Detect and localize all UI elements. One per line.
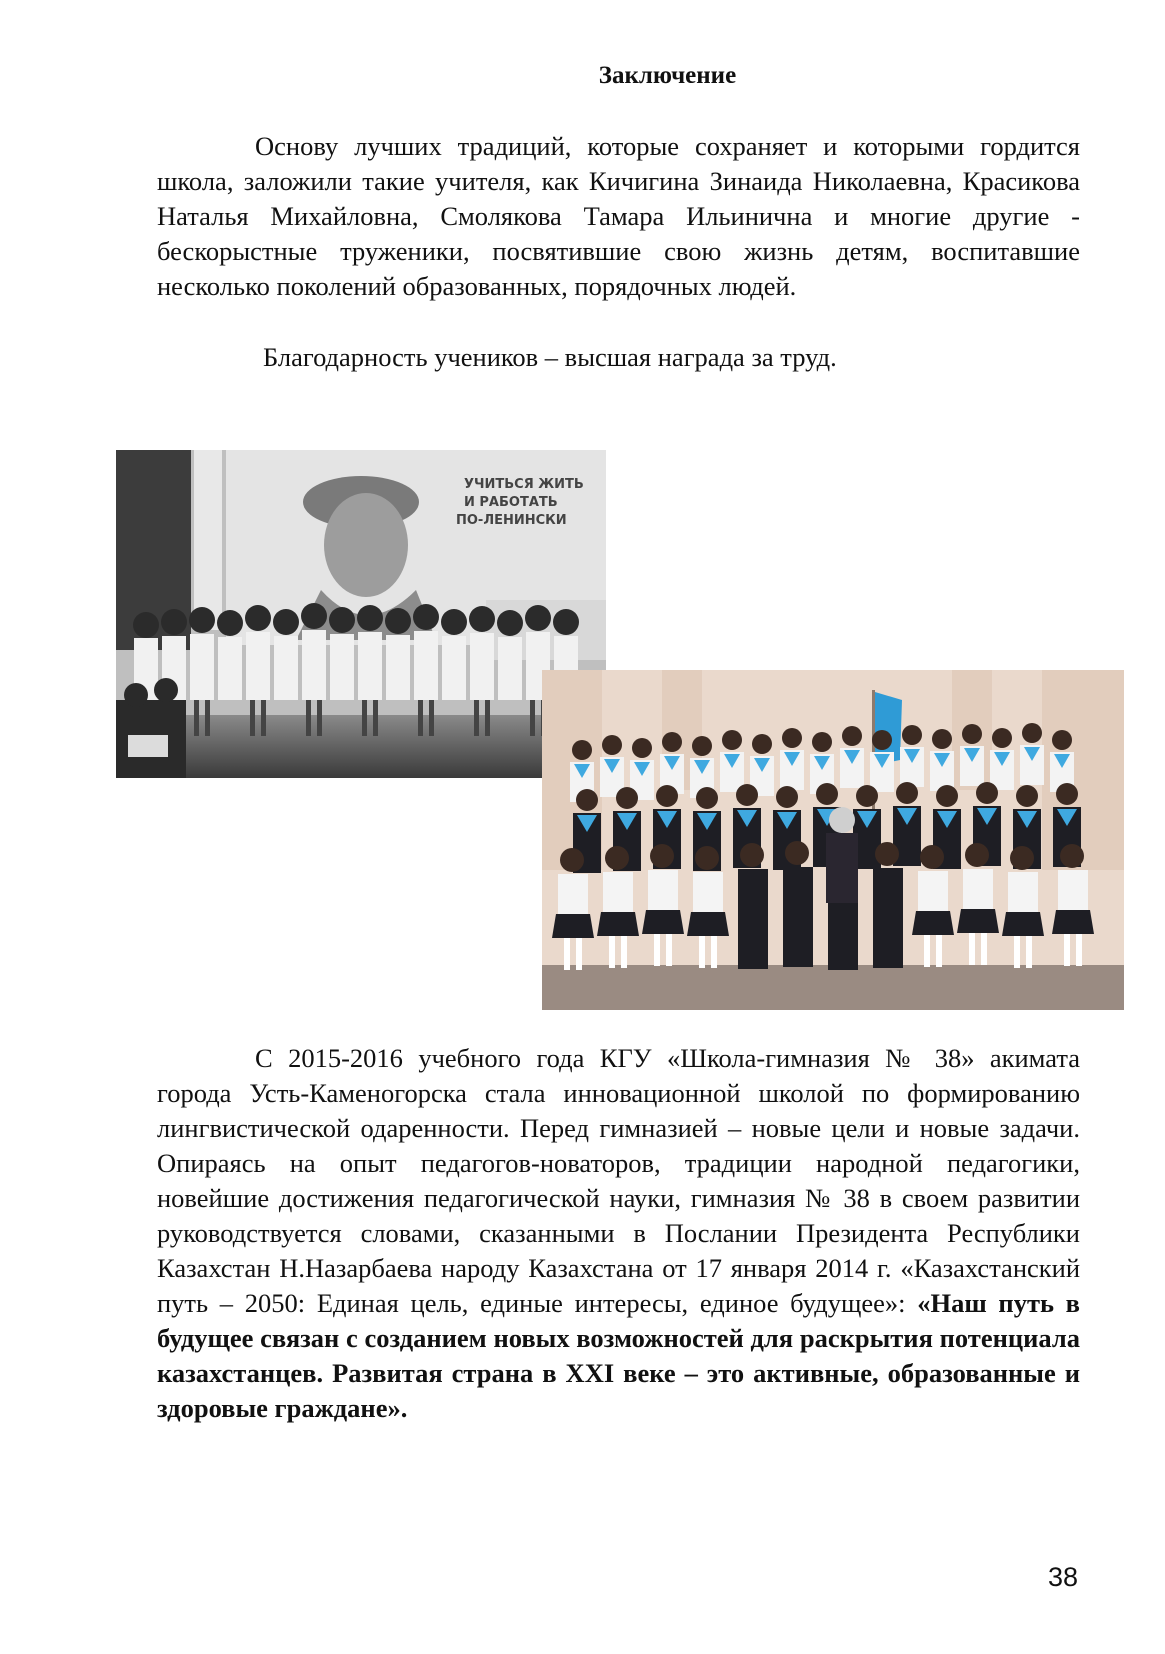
historic-photo-illustration (116, 450, 606, 778)
paragraph-innovation (157, 1041, 1080, 1426)
slogan-line-3: ПО-ЛЕНИНСКИ (456, 513, 567, 528)
slogan-line-1: УЧИТЬСЯ ЖИТЬ (464, 477, 584, 492)
historic-photo (116, 450, 606, 778)
paragraph-traditions (157, 129, 1080, 304)
paragraph-traditions-text: Основу лучших традиций, которые сохраняет и которыми гордится школа, заложили такие учителя, как Кичигина Зинаида Николаевна, Красикова Наталья Михайловна, Смолякова Тамара Ильинична и многие другие - бескорыстные труженики, посвятившие свою жизнь детям, воспитавшие несколько поколений образованных, порядочных людей. (157, 131, 1080, 301)
paragraph-innovation-quote: «Наш путь в будущее связан с созданием новых возможностей для раскрытия потенциала казахстанцев. Развитая страна в XXI веке – это активные, образованные и здоровые граждане». (157, 1288, 1080, 1423)
slogan-line-2: И РАБОТАТЬ (464, 495, 558, 510)
page-number: 38 (1048, 1562, 1079, 1592)
paragraph-innovation-text: С 2015-2016 учебного года КГУ «Школа-гимназия № 38» акимата города Усть-Каменогорска стала инновационной школой по формированию лингвистической одаренности. Перед гимназией – новые цели и новые задачи. Опираясь на опыт педагогов-новаторов, традиции народной педагогики, новейшие достижения педагогической науки, гимназия № 38 в своем развитии руководствуется словами, сказанными в Послании Президента Республики Казахстан Н.Назарбаева народу Казахстана от 17 января 2014 г. «Казахстанский путь – 2050: Единая цель, единые интересы, единое будущее»: (157, 1043, 1080, 1318)
modern-photo (542, 670, 1124, 1010)
paragraph-gratitude: Благодарность учеников – высшая награда за труд. (263, 342, 837, 372)
page-title: Заключение (598, 62, 737, 89)
modern-photo-illustration (542, 670, 1124, 1010)
